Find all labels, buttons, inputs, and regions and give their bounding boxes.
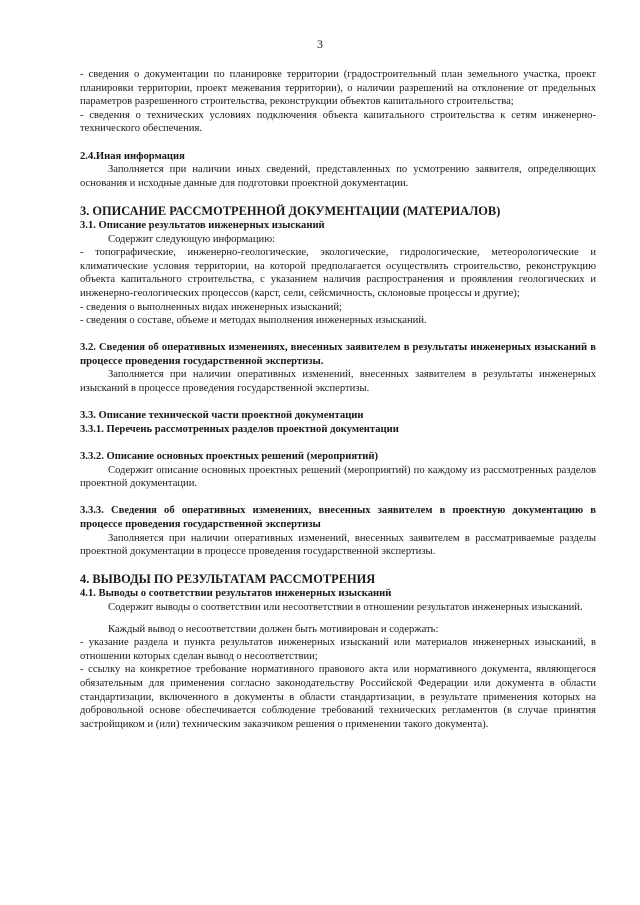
heading-2-4: 2.4.Иная информация <box>80 150 185 162</box>
heading-4: 4. ВЫВОДЫ ПО РЕЗУЛЬТАТАМ РАССМОТРЕНИЯ <box>80 572 376 587</box>
page-number: 3 <box>317 37 323 51</box>
paragraph-conformity-conclusions: Содержит выводы о соответствии или несоответствии в отношении результатов инженерных изысканий. <box>108 601 583 613</box>
paragraph-design-solutions: Содержит описание основных проектных решений (мероприятий) по каждому из рассмотренных разделов проектной документации. <box>80 464 596 490</box>
paragraph-survey-types: - сведения о выполненных видах инженерных изысканий; <box>80 301 342 313</box>
heading-3-3-3: 3.3.3. Сведения об оперативных изменениях, внесенных заявителем в проектную документацию в процессе проведения государственной экспертизы <box>80 505 596 530</box>
paragraph-contains-info: Содержит следующую информацию: <box>108 233 276 245</box>
paragraph-technical-conditions: - сведения о технических условиях подключения объекта капитального строительства к сетям инженерно-технического обеспечения. <box>80 109 596 135</box>
paragraph-design-changes: Заполняется при наличии оперативных изменений, внесенных заявителем в рассматриваемые разделы проектной документации в процессе проведения государственной экспертизы. <box>80 532 596 558</box>
heading-3-1: 3.1. Описание результатов инженерных изысканий <box>80 219 325 231</box>
paragraph-other-info: Заполняется при наличии иных сведений, представленных по усмотрению заявителя, определяющих основания и исходные данные для подготовки проектной документации. <box>80 164 596 189</box>
page-text <box>80 68 596 731</box>
heading-3-3: 3.3. Описание технической части проектной документации <box>80 410 364 422</box>
paragraph-section-reference: - указание раздела и пункта результатов инженерных изысканий или материалов инженерных изысканий, в отношении которых сделан вывод о несоответствии; <box>80 637 596 662</box>
paragraph-nonconformity-motivation: Каждый вывод о несоответствии должен быть мотивирован и содержать: <box>108 623 439 635</box>
paragraph-survey-methods: - сведения о составе, объеме и методах выполнения инженерных изысканий. <box>80 315 427 327</box>
paragraph-survey-changes: Заполняется при наличии оперативных изменений, внесенных заявителем в результаты инженерных изысканий в процессе проведения государственной экспертизы. <box>80 369 596 395</box>
heading-3-3-1: 3.3.1. Перечень рассмотренных разделов проектной документации <box>80 423 399 435</box>
heading-3-2: 3.2. Сведения об оперативных изменениях, внесенных заявителем в результаты инженерных изысканий в процессе проведения государственной экспертизы. <box>80 342 596 367</box>
heading-3: 3. ОПИСАНИЕ РАССМОТРЕННОЙ ДОКУМЕНТАЦИИ (МАТЕРИАЛОВ) <box>80 203 501 218</box>
heading-4-1: 4.1. Выводы о соответствии результатов инженерных изысканий <box>80 588 392 600</box>
paragraph-normative-reference: - ссылку на конкретное требование нормативного правового акта или нормативного документа, являющегося обязательным для применения согласно законодательству Российской Федерации или документа в области стандартизации, включенного в документы в области стандартизации, в результате применения которых на добровольной основе обеспечивается соблюдение требований технических регламентов (в случае принятия застройщиком и (или) техническим заказчиком решения о применении такого документа). <box>80 664 596 730</box>
paragraph-survey-conditions: - топографические, инженерно-геологические, экологические, гидрологические, метеорологические и климатические условия территории, на которой предполагается осуществлять строительство, реконструкцию объекта капитального строительства, с указанием наличия распространения и проявления геологических и инженерно-геологических процессов (карст, сели, сейсмичность, склоновые процессы и другие); <box>80 247 596 299</box>
heading-3-3-2: 3.3.2. Описание основных проектных решений (мероприятий) <box>80 451 379 463</box>
paragraph-planning-docs: - сведения о документации по планировке территории (градостроительный план земельного участка, проект планировки территории, проект межевания территории), о наличии разрешений на отклонение от предельных параметров разрешенного строительства, реконструкции объектов капитального строительства; <box>80 69 596 108</box>
